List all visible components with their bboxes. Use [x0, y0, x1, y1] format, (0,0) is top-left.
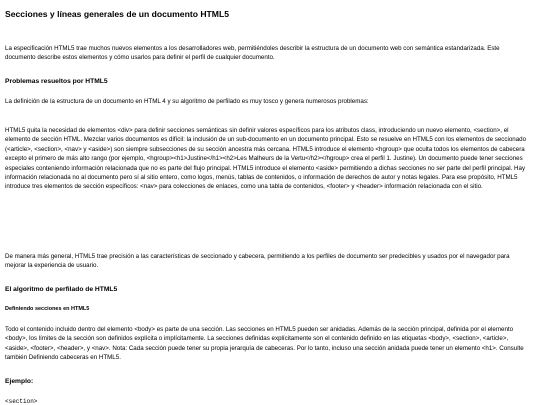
intro-paragraph: La especificación HTML5 trae muchos nuevos elementos a los desarrolladores web, permitiéndoles describir la estructura de un documento web con semántica estandarizada. Este documento describe estos elementos y cómo usarlos para definir el perfil de cualquier documento.	[5, 45, 500, 62]
subsection-heading-defining: Definiendo secciones en HTML5	[5, 306, 90, 312]
example-label: Ejemplo:	[5, 378, 34, 385]
code-sample: <section>	[5, 398, 38, 405]
problems-paragraph-1: La definición de la estructura de un documento en HTML 4 y su algoritmo de perfilado es muy tosco y genera numerosos problemas:	[5, 98, 369, 105]
section-heading-problems: Problemas resueltos por HTML5	[5, 78, 108, 85]
page-title: Secciones y líneas generales de un documento HTML5	[5, 9, 229, 19]
problems-paragraph-2: HTML5 quita la necesidad de elementos <div> para definir secciones semánticas sin definir valores específicos para los atributos class, introduciendo un nuevo elemento, <section>, el elemento de sección HTML. Mezclar varios documentos es difícil: la inclusión de un sub-documento en un documento principal. Esto se resuelve en HTML5 con los elementos de seccionado (<article>, <section>, <nav> y <aside>) son siempre subsecciones de su sección ancestra más cercana. HTML5 introduce el elemento <hgroup> que oculta todos los elementos de cabecera excepto el primero de más alto rango (por ejemplo, <hgroup><h1>Justine</h1><h2>Les Malheurs de la Vertu</h2></hgroup> crea el perfil 1. Justine). Un documento puede tener secciones especiales conteniendo información relacionada que no es parte del flujo principal. HTML5 introduce el elemento <aside> permitiendo a dichas secciones no ser parte del perfil principal. Hay información relacionada no al documento pero sí al sitio entero, como logos, menús, tablas de contenidos, o información de derechos de autor y notas legales. Para ese propósito, HTML5 introduce tres elementos de sección específicos: <nav> para colecciones de enlaces, como una tabla de contenidos, <footer> y <header> información relacionada con el sitio.	[5, 127, 527, 191]
problems-paragraph-3: De manera más general, HTML5 trae precisión a las características de seccionado y cabecera, permitiendo a los perfiles de documento ser predecibles y usados por el navegador para mejorar la experiencia de usuario.	[5, 253, 510, 270]
section-heading-algorithm: El algoritmo de perfilado de HTML5	[5, 286, 118, 293]
algorithm-paragraph-1: Todo el contenido incluido dentro del elemento <body> es parte de una sección. Las secciones en HTML5 pueden ser anidadas. Además de la sección principal, definida por el elemento <body>, los límites de la sección son definidos explícita o implícitamente. La secciones definidas explícitamente son el contenido definido en las etiquetas <body>, <section>, <article>, <aside>, <footer>, <header>, y <nav>. Nota: Cada sección puede tener su propia jerarquía de cabeceras. Por lo tanto, incluso una sección anidada puede tener un elemento <h1>. Consulte también Definiendo cabeceras en HTML5.	[5, 326, 524, 362]
